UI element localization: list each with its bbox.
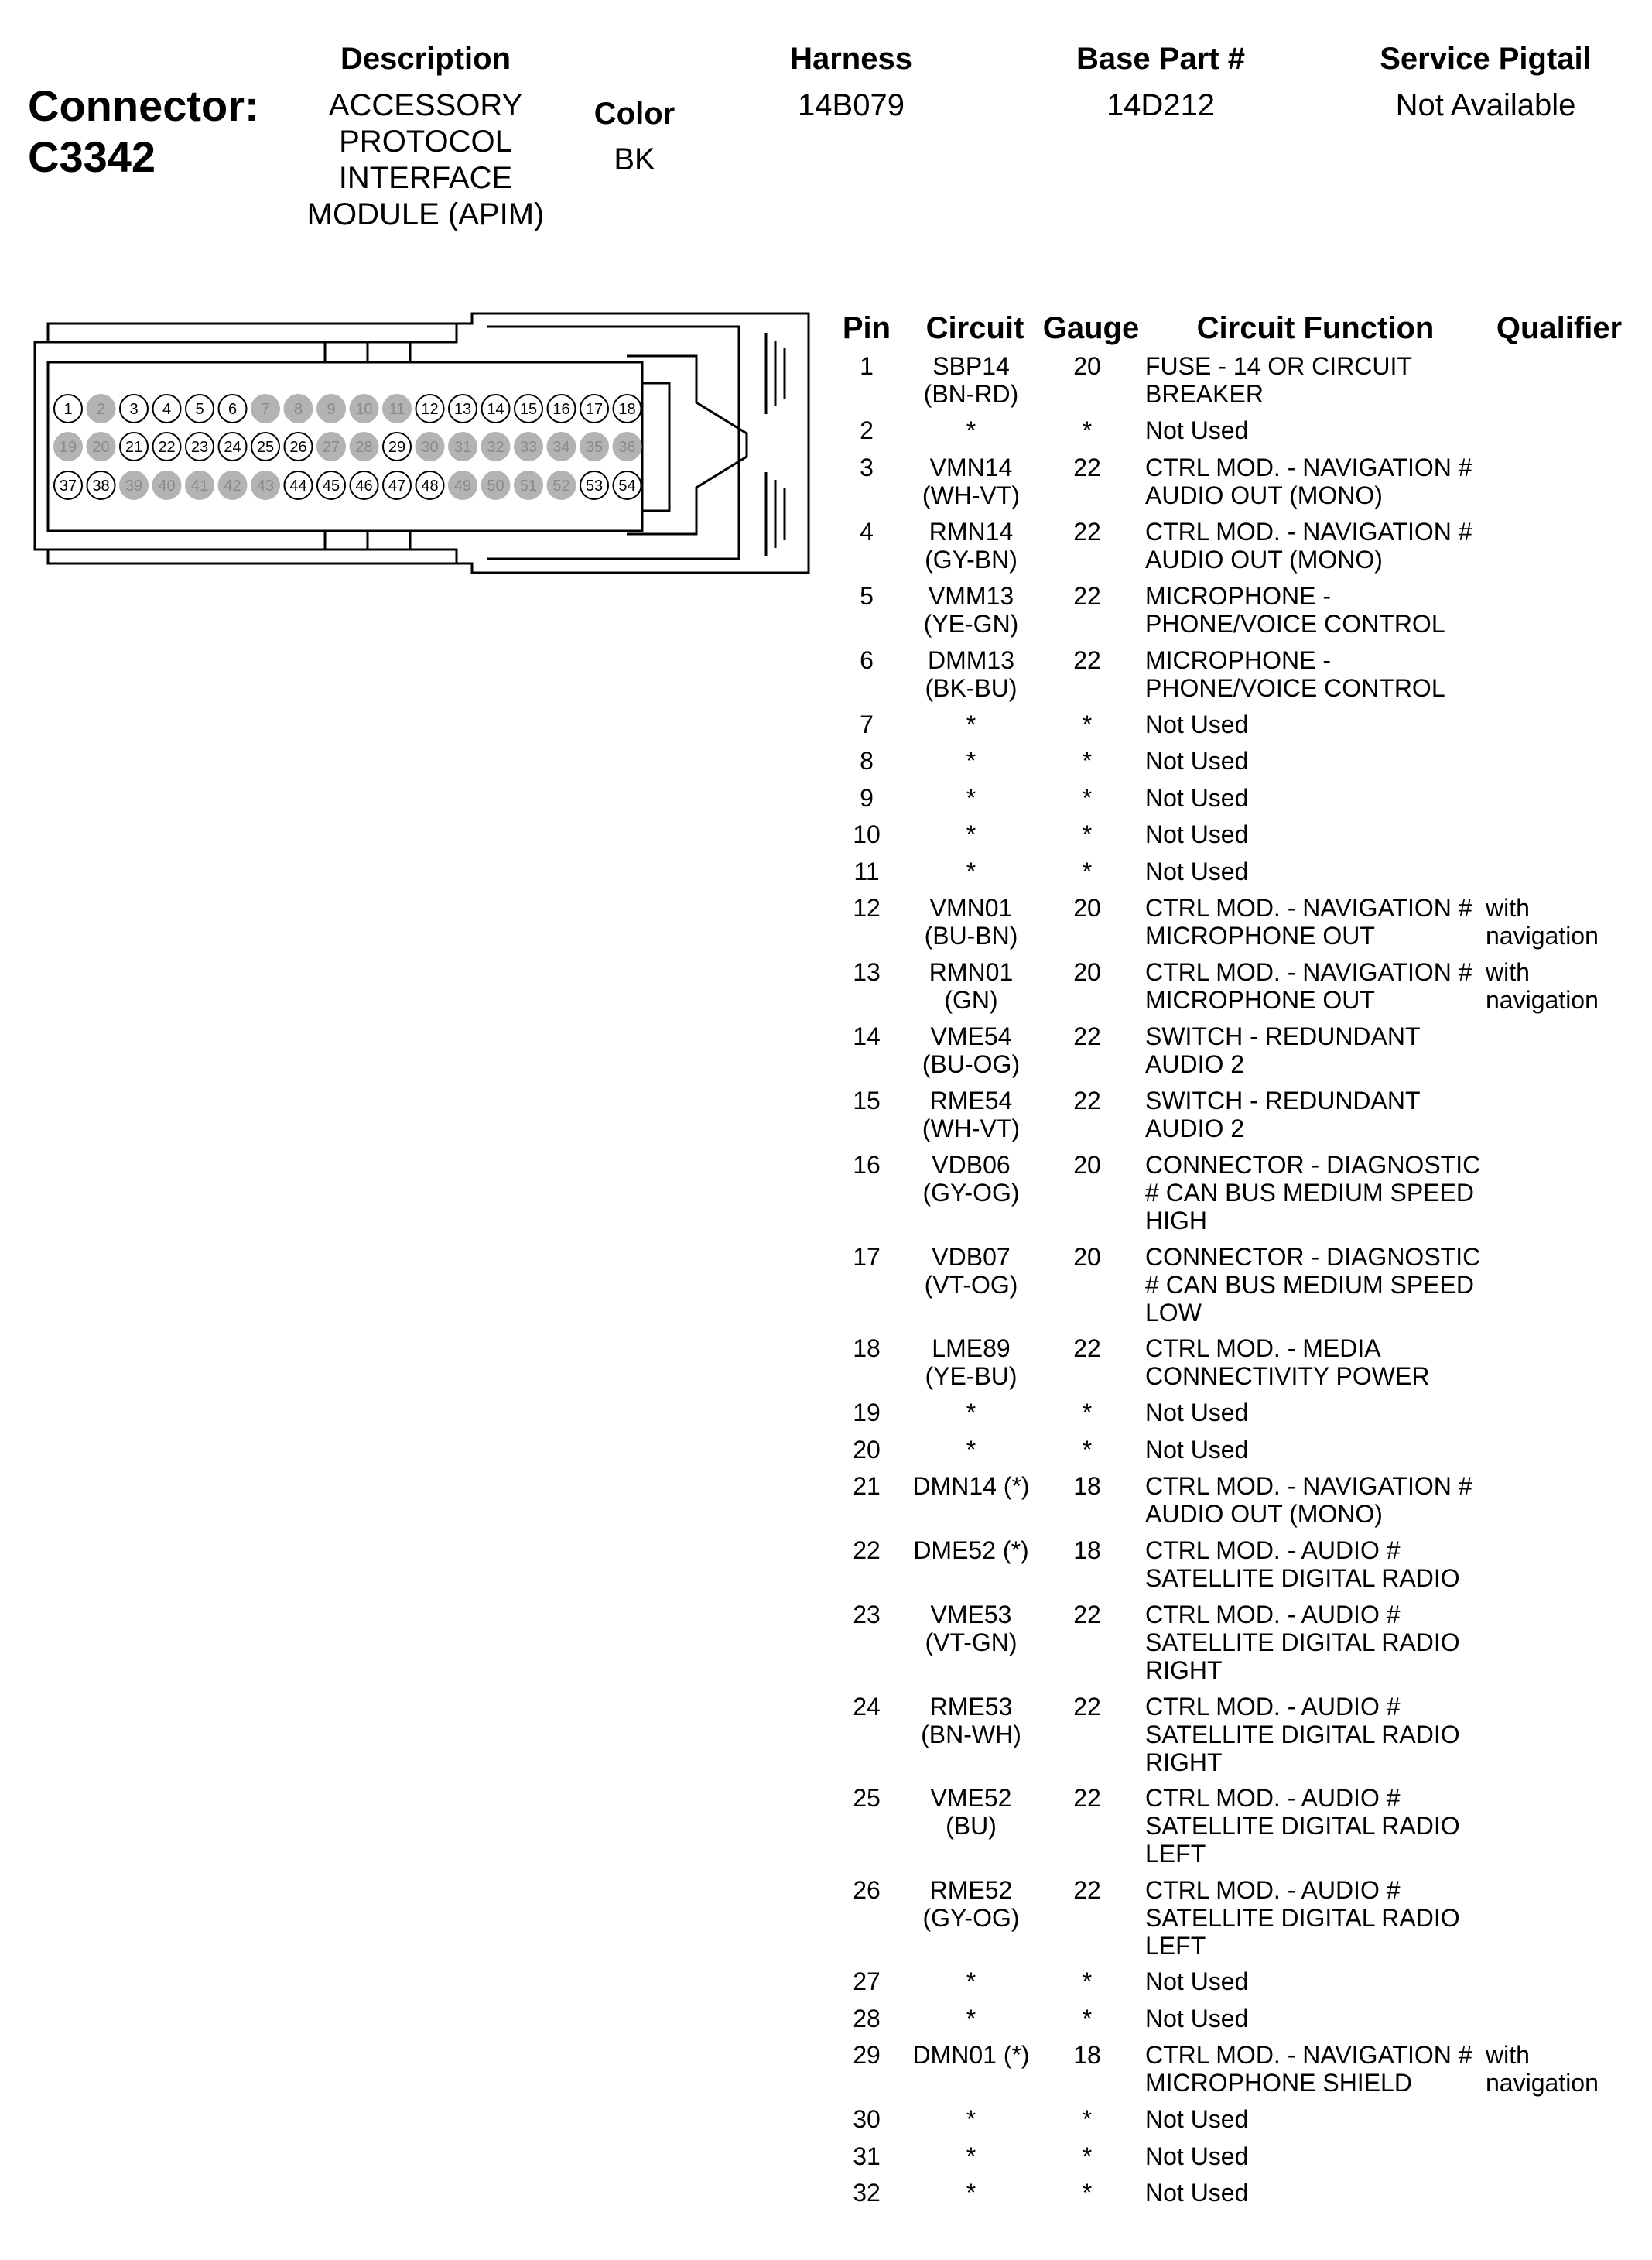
- service-pigtail-label: Service Pigtail: [1380, 42, 1592, 76]
- pin-column-header: Pin: [842, 311, 891, 345]
- qualifier-cell: with navigation: [1486, 894, 1599, 950]
- circuit-function-cell: CTRL MOD. - MEDIA CONNECTIVITY POWER: [1145, 1334, 1430, 1390]
- gauge-cell: 22: [1073, 1022, 1101, 1050]
- pin-cell: 23: [853, 1601, 881, 1628]
- pin-number-label: 52: [552, 478, 570, 495]
- pin-number-label: 53: [585, 478, 604, 495]
- service-pigtail-value: Not Available: [1395, 88, 1576, 122]
- pin-number-label: 18: [618, 401, 636, 418]
- pin-cell: 6: [860, 645, 874, 674]
- gauge-cell: *: [1082, 1435, 1093, 1464]
- gauge-cell: *: [1082, 1399, 1093, 1426]
- pin-cell: 20: [853, 1435, 881, 1464]
- pin-number-label: 49: [453, 478, 472, 495]
- gauge-cell: 20: [1073, 894, 1101, 922]
- pin-number-label: 36: [618, 439, 636, 456]
- pin-number-label: 21: [125, 439, 143, 456]
- pin-number-label: 34: [552, 439, 570, 456]
- pin-cell: 29: [853, 2041, 881, 2069]
- pin-cell: 2: [860, 416, 874, 444]
- base-part-value: 14D212: [1106, 88, 1216, 122]
- pin-cell: 25: [853, 1784, 881, 1812]
- pin-cell: 32: [853, 2179, 881, 2207]
- circuit-cell: VMN01 (BU-BN): [924, 894, 1018, 950]
- circuit-function-cell: CTRL MOD. - AUDIO # SATELLITE DIGITAL RADIO: [1145, 1536, 1460, 1592]
- circuit-function-cell: CTRL MOD. - AUDIO # SATELLITE DIGITAL RADIO LEFT: [1145, 1784, 1460, 1868]
- circuit-function-cell: CONNECTOR - DIAGNOSTIC # CAN BUS MEDIUM SPEED HIGH: [1145, 1151, 1481, 1234]
- circuit-function-cell: CTRL MOD. - AUDIO # SATELLITE DIGITAL RADIO LEFT: [1145, 1875, 1460, 1960]
- pin-cell: 15: [853, 1087, 881, 1115]
- gauge-column-header: Gauge: [1042, 311, 1140, 345]
- base-part-label: Base Part #: [1076, 42, 1245, 76]
- circuit-function-cell: Not Used: [1145, 2142, 1249, 2170]
- circuit-function-cell: CTRL MOD. - NAVIGATION # MICROPHONE OUT: [1145, 958, 1472, 1014]
- pin-number-label: 11: [388, 401, 405, 418]
- pin-number-label: 51: [519, 478, 538, 495]
- harness-value: 14B079: [798, 88, 905, 122]
- circuit-function-cell: Not Used: [1145, 1967, 1249, 1995]
- gauge-cell: *: [1082, 857, 1093, 885]
- description-value: ACCESSORY PROTOCOL INTERFACE MODULE (APIM): [306, 88, 545, 231]
- pin-number-label: 50: [487, 478, 504, 495]
- pin-cell: 11: [853, 857, 880, 885]
- circuit-cell: *: [966, 416, 976, 444]
- pin-number-label: 46: [355, 478, 373, 495]
- gauge-cell: 22: [1073, 581, 1101, 610]
- pin-number-label: 20: [92, 439, 110, 456]
- color-value: BK: [614, 142, 655, 176]
- gauge-cell: 20: [1073, 1242, 1101, 1271]
- pin-number-label: 30: [421, 439, 439, 456]
- circuit-function-cell: CTRL MOD. - NAVIGATION # MICROPHONE SHIELD: [1145, 2041, 1472, 2097]
- circuit-function-cell: Not Used: [1145, 2105, 1249, 2133]
- circuit-cell: *: [966, 747, 976, 775]
- pin-cell: 12: [853, 894, 881, 922]
- circuit-cell: *: [966, 1967, 976, 1995]
- circuit-function-cell: Not Used: [1145, 416, 1249, 444]
- pin-number-label: 42: [224, 478, 241, 495]
- pin-number-label: 48: [421, 478, 439, 495]
- circuit-cell: *: [966, 820, 976, 848]
- pin-number-label: 31: [453, 439, 472, 456]
- pin-number-label: 32: [487, 439, 504, 456]
- circuit-cell: *: [966, 1435, 976, 1464]
- connector-id: C3342: [28, 132, 156, 181]
- circuit-function-cell: CTRL MOD. - NAVIGATION # MICROPHONE OUT: [1145, 894, 1472, 950]
- circuit-cell: VMN14 (WH-VT): [922, 453, 1021, 509]
- circuit-function-cell: SWITCH - REDUNDANT AUDIO 2: [1145, 1022, 1421, 1078]
- pin-cell: 16: [853, 1151, 881, 1179]
- circuit-function-cell: Not Used: [1145, 710, 1249, 738]
- circuit-cell: *: [966, 2105, 976, 2133]
- connector-label: Connector:: [28, 81, 259, 130]
- pin-number-label: 14: [487, 401, 504, 418]
- pin-cell: 28: [853, 2004, 881, 2032]
- circuit-cell: DMN14 (*): [912, 1472, 1030, 1500]
- pin-number-label: 1: [63, 401, 73, 418]
- circuit-function-cell: Not Used: [1145, 820, 1249, 848]
- circuit-cell: SBP14 (BN-RD): [923, 352, 1019, 408]
- circuit-cell: VMM13 (YE-GN): [923, 581, 1019, 638]
- circuit-function-cell: CONNECTOR - DIAGNOSTIC # CAN BUS MEDIUM SPEED LOW: [1145, 1242, 1481, 1327]
- circuit-function-cell: MICROPHONE - PHONE/VOICE CONTROL: [1145, 581, 1445, 638]
- pin-cell: 10: [853, 820, 881, 848]
- circuit-cell: VME53 (VT-GN): [925, 1601, 1018, 1656]
- circuit-function-cell: Not Used: [1145, 2179, 1249, 2207]
- circuit-cell: VME52 (BU): [930, 1784, 1012, 1840]
- pin-number-label: 40: [158, 478, 176, 495]
- gauge-cell: 22: [1073, 1087, 1101, 1115]
- harness-label: Harness: [790, 42, 912, 76]
- gauge-cell: 18: [1073, 1472, 1101, 1500]
- connector-diagram: [23, 310, 812, 588]
- pin-number-label: 35: [585, 439, 604, 456]
- pin-cell: 18: [853, 1334, 881, 1362]
- pin-number-label: 23: [190, 439, 209, 456]
- gauge-cell: 20: [1073, 958, 1101, 986]
- circuit-function-cell: CTRL MOD. - NAVIGATION # AUDIO OUT (MONO): [1145, 1472, 1472, 1528]
- pin-number-label: 17: [585, 401, 604, 418]
- pin-number-label: 7: [261, 401, 270, 418]
- qualifier-cell: with navigation: [1486, 958, 1599, 1014]
- circuit-cell: DMM13 (BK-BU): [925, 645, 1018, 702]
- qualifier-column-header: Qualifier: [1496, 311, 1623, 345]
- circuit-column-header: Circuit: [925, 311, 1024, 345]
- pin-number-label: 3: [129, 401, 139, 418]
- pin-number-label: 44: [289, 478, 307, 495]
- circuit-cell: VDB06 (GY-OG): [922, 1151, 1020, 1207]
- circuit-cell: DME52 (*): [913, 1536, 1029, 1564]
- pin-number-label: 43: [256, 478, 275, 495]
- circuit-cell: *: [966, 2004, 976, 2032]
- circuit-function-cell: CTRL MOD. - NAVIGATION # AUDIO OUT (MONO): [1145, 517, 1472, 574]
- pin-cell: 22: [853, 1536, 881, 1564]
- pin-number-label: 4: [162, 401, 172, 418]
- gauge-cell: 20: [1073, 352, 1101, 380]
- pin-number-label: 33: [519, 439, 538, 456]
- circuit-function-cell: SWITCH - REDUNDANT AUDIO 2: [1145, 1087, 1421, 1142]
- pin-number-label: 37: [59, 478, 77, 495]
- gauge-cell: 20: [1073, 1151, 1101, 1179]
- pin-number-label: 45: [322, 478, 340, 495]
- pin-cell: 3: [860, 453, 874, 481]
- circuit-function-cell: Not Used: [1145, 857, 1249, 885]
- pin-cell: 1: [860, 352, 874, 380]
- circuit-function-column-header: Circuit Function: [1196, 311, 1435, 345]
- pin-cell: 30: [853, 2105, 881, 2133]
- color-label: Color: [593, 97, 676, 131]
- gauge-cell: *: [1082, 2004, 1093, 2032]
- pin-cell: 14: [853, 1022, 881, 1050]
- gauge-cell: *: [1082, 820, 1093, 848]
- pin-number-label: 38: [92, 478, 110, 495]
- pin-number-label: 16: [552, 401, 570, 418]
- pin-cell: 8: [860, 747, 874, 775]
- gauge-cell: *: [1082, 2179, 1093, 2207]
- pin-cell: 19: [853, 1399, 881, 1426]
- circuit-cell: *: [966, 783, 976, 812]
- circuit-cell: *: [966, 1399, 976, 1426]
- circuit-function-cell: Not Used: [1145, 1435, 1249, 1464]
- circuit-cell: *: [966, 2142, 976, 2170]
- circuit-function-cell: CTRL MOD. - AUDIO # SATELLITE DIGITAL RADIO RIGHT: [1145, 1601, 1460, 1684]
- circuit-cell: VDB07 (VT-OG): [924, 1242, 1018, 1299]
- gauge-cell: *: [1082, 747, 1093, 775]
- gauge-cell: 22: [1073, 1692, 1101, 1721]
- circuit-cell: LME89 (YE-BU): [925, 1334, 1018, 1390]
- pin-cell: 4: [860, 517, 874, 546]
- description-label: Description: [340, 42, 511, 76]
- circuit-function-cell: CTRL MOD. - AUDIO # SATELLITE DIGITAL RADIO RIGHT: [1145, 1692, 1460, 1776]
- gauge-cell: *: [1082, 416, 1093, 444]
- pin-number-label: 27: [322, 439, 340, 456]
- circuit-cell: *: [966, 710, 976, 738]
- pin-cell: 26: [853, 1875, 881, 1904]
- circuit-cell: VME54 (BU-OG): [922, 1022, 1021, 1078]
- circuit-function-cell: CTRL MOD. - NAVIGATION # AUDIO OUT (MONO): [1145, 453, 1472, 509]
- gauge-cell: 22: [1073, 1784, 1101, 1812]
- pin-number-label: 54: [618, 478, 636, 495]
- gauge-cell: 18: [1073, 2041, 1101, 2069]
- pin-number-label: 13: [453, 401, 472, 418]
- gauge-cell: 22: [1073, 453, 1101, 481]
- pin-cell: 24: [853, 1692, 881, 1721]
- gauge-cell: 18: [1073, 1536, 1101, 1564]
- pin-number-label: 12: [421, 401, 439, 418]
- gauge-cell: *: [1082, 1967, 1093, 1995]
- circuit-cell: DMN01 (*): [912, 2041, 1030, 2069]
- pin-number-label: 10: [355, 401, 373, 418]
- pin-number-label: 8: [293, 401, 303, 418]
- pin-cell: 5: [860, 581, 874, 610]
- gauge-cell: *: [1082, 2105, 1093, 2133]
- circuit-cell: RME52 (GY-OG): [922, 1875, 1020, 1932]
- pin-cell: 7: [860, 710, 874, 738]
- pin-number-label: 39: [125, 478, 143, 495]
- pin-number-label: 26: [289, 439, 307, 456]
- pin-cell: 9: [860, 783, 874, 812]
- pin-cell: 27: [853, 1967, 881, 1995]
- pin-cell: 21: [853, 1472, 881, 1500]
- pin-field: [54, 395, 641, 499]
- circuit-function-cell: MICROPHONE - PHONE/VOICE CONTROL: [1145, 645, 1445, 702]
- circuit-cell: *: [966, 857, 976, 885]
- pin-number-label: 22: [158, 439, 176, 456]
- gauge-cell: 22: [1073, 1334, 1101, 1362]
- pin-number-label: 9: [327, 401, 336, 418]
- pin-number-label: 41: [190, 478, 209, 495]
- pin-number-label: 5: [195, 401, 204, 418]
- pin-cell: 17: [853, 1242, 881, 1271]
- gauge-cell: 22: [1073, 1601, 1101, 1628]
- pin-number-label: 47: [388, 478, 406, 495]
- circuit-function-cell: Not Used: [1145, 747, 1249, 775]
- circuit-cell: RME53 (BN-WH): [921, 1692, 1021, 1748]
- circuit-function-cell: Not Used: [1145, 2004, 1249, 2032]
- pin-number-label: 25: [256, 439, 275, 456]
- pin-number-label: 24: [224, 439, 241, 456]
- gauge-cell: *: [1082, 710, 1093, 738]
- circuit-cell: RMN14 (GY-BN): [925, 517, 1018, 574]
- connector-title: [28, 80, 259, 183]
- circuit-cell: RMN01 (GN): [929, 958, 1014, 1014]
- pin-number-label: 2: [96, 401, 106, 418]
- gauge-cell: 22: [1073, 517, 1101, 546]
- circuit-function-cell: Not Used: [1145, 783, 1249, 812]
- gauge-cell: *: [1082, 783, 1093, 812]
- pin-number-label: 15: [519, 401, 538, 418]
- pin-number-label: 6: [227, 401, 238, 418]
- circuit-function-cell: Not Used: [1145, 1399, 1249, 1426]
- pin-number-label: 29: [388, 439, 406, 456]
- circuit-function-cell: FUSE - 14 OR CIRCUIT BREAKER: [1145, 352, 1412, 408]
- gauge-cell: 22: [1073, 1875, 1101, 1904]
- pin-cell: 31: [853, 2142, 881, 2170]
- circuit-cell: *: [966, 2179, 976, 2207]
- qualifier-cell: with navigation: [1486, 2041, 1599, 2097]
- pin-number-label: 19: [59, 439, 77, 456]
- circuit-cell: RME54 (WH-VT): [922, 1087, 1021, 1142]
- pin-number-label: 28: [355, 439, 373, 456]
- pin-cell: 13: [853, 958, 881, 986]
- gauge-cell: *: [1082, 2142, 1093, 2170]
- gauge-cell: 22: [1073, 645, 1101, 674]
